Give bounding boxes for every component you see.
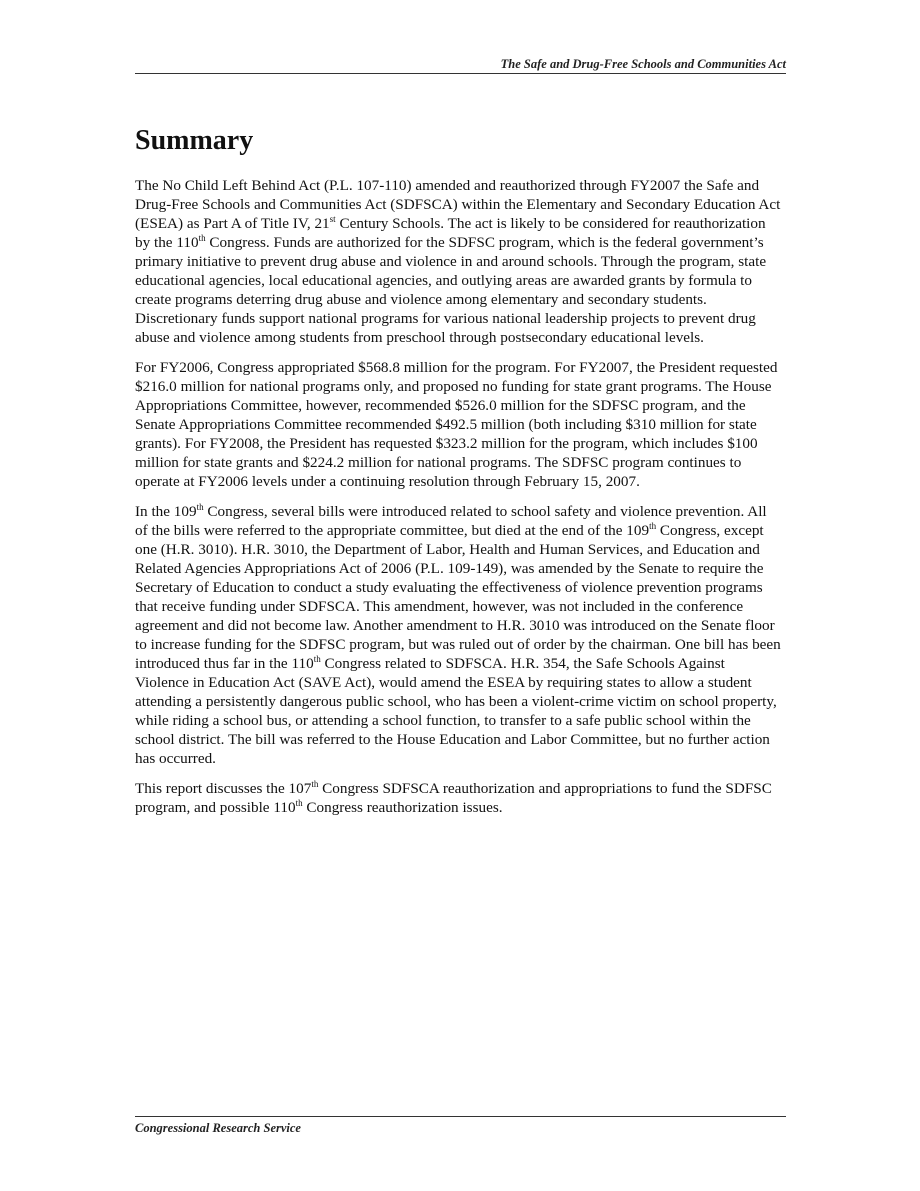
summary-paragraph-1: The No Child Left Behind Act (P.L. 107-110) amended and reauthorized through FY2007 the Safe and Drug-Free Schools and Communities Act (SDFSCA) within the Elementary and Secondary Education Act (ESEA) as Part A of Title IV, 21st Century Schools. The act is likely to be considered for reauthorization by the 110th Congress. Funds are authorized for the SDFSC program, which is the federal government’s primary initiative to prevent drug abuse and violence in and around schools. Through the program, state educational agencies, local educational agencies, and outlying areas are awarded grants by formula to create programs deterring drug abuse and violence among elementary and secondary students. Discretionary funds support national programs for various national leadership projects to prevent drug abuse and violence among students from preschool through postsecondary educational levels.: [135, 177, 781, 346]
running-header-title: The Safe and Drug-Free Schools and Communities Act: [500, 57, 786, 71]
footer-divider: [135, 1116, 786, 1117]
summary-paragraph-3: In the 109th Congress, several bills were introduced related to school safety and violence prevention. All of the bills were referred to the appropriate committee, but died at the end of the 109th Congress, except one (H.R. 3010). H.R. 3010, the Department of Labor, Health and Human Services, and Education and Related Agencies Appropriations Act of 2006 (P.L. 109-149), was amended by the Senate to require the Secretary of Education to conduct a study evaluating the effectiveness of violence prevention programs that receive funding under SDFSCA. This amendment, however, was not included in the conference agreement and did not become law. Another amendment to H.R. 3010 was introduced on the Senate floor to increase funding for the SDFSC program, but was ruled out of order by the chairman. One bill has been introduced thus far in the 110th Congress related to SDFSCA. H.R. 354, the Safe Schools Against Violence in Education Act (SAVE Act), would amend the ESEA by requiring states to allow a student attending a persistently dangerous public school, who has been a violent-crime victim on school property, while riding a school bus, or attending a school function, to transfer to a safe public school within the school district. The bill was referred to the House Education and Labor Committee, but no further action has occurred.: [135, 501, 781, 767]
footer-source: Congressional Research Service: [135, 1121, 301, 1135]
summary-body: [135, 176, 781, 828]
header-divider: [135, 73, 786, 74]
summary-paragraph-2: For FY2006, Congress appropriated $568.8 million for the program. For FY2007, the President requested $216.0 million for national programs only, and proposed no funding for state grant programs. The House Appropriations Committee, however, recommended $526.0 million for the SDFSC program, and the Senate Appropriations Committee recommended $492.5 million (both including $310 million for state grants). For FY2008, the President has requested $323.2 million for the program, which includes $100 million for state grants and $224.2 million for national programs. The SDFSC program continues to operate at FY2006 levels under a continuing resolution through February 15, 2007.: [135, 359, 778, 490]
summary-paragraph-4: This report discusses the 107th Congress SDFSCA reauthorization and appropriations to fund the SDFSC program, and possible 110th Congress reauthorization issues.: [135, 778, 772, 816]
section-title: Summary: [135, 125, 254, 156]
